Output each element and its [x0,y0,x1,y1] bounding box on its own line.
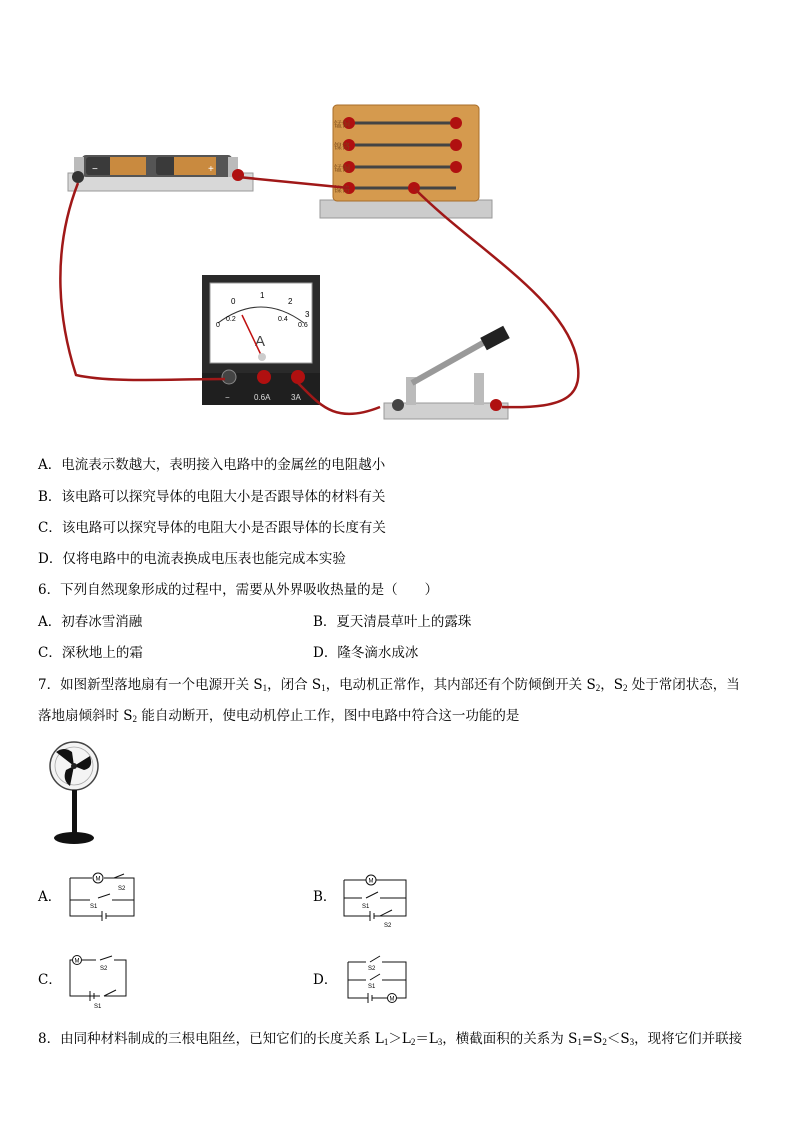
floor-fan-figure [46,738,106,850]
battery-positive-terminal [232,169,244,181]
q6-option-d: D．隆冬滴水成冰 [313,645,419,661]
battery-plus-sign: + [208,164,214,175]
ammeter-3A-terminal [291,370,305,384]
circuit-c-s2: S2 [100,966,108,972]
battery-holder [68,155,253,191]
resistance-wire-board [320,105,492,218]
ammeter-terminal-label-3: 3A [291,393,301,402]
q8-stem: 8．由同种材料制成的三根电阻丝，已知它们的长度关系 $L_1>L_2=L_3$，横截面积的关系为 $S_1=S_2<S_3$，现将它们并联接 [38,1031,743,1047]
circuit-d [340,950,412,1006]
circuit-c-s1: S1 [94,1004,102,1010]
q7-stem-line2: 落地扇倾斜时 $S_2$ 能自动断开，使电动机停止工作，图中电路中符合这一功能的是 [38,708,520,724]
q5-option-c: C．该电路可以探究导体的电阻大小是否跟导体的长度有关 [38,520,386,536]
circuit-b [340,872,410,928]
q5-option-a: A．电流表示数越大，表明接入电路中的金属丝的电阻越小 [38,457,386,473]
circuit-b-motor: M [368,878,374,885]
q6-option-b: B．夏天清晨草叶上的露珠 [313,614,472,630]
ammeter-scale-small-3: 0.6 [298,322,308,329]
q7-option-d-label: D． [313,972,338,988]
circuit-d-s1: S1 [368,984,376,990]
circuit-c-motor: M [74,958,80,965]
ammeter-scale-small-1: 0.2 [226,316,236,323]
switch-right-terminal [490,399,502,411]
circuit-c [66,954,132,1010]
battery-negative-terminal [72,171,84,183]
circuit-b-s1: S1 [362,904,370,910]
circuit-d-s2: S2 [368,966,376,972]
wire-label-1: 锰铜 [334,120,350,129]
circuit-d-motor: M [389,996,395,1003]
circuit-a [66,868,138,924]
switch-left-terminal [392,399,404,411]
q7-stem-line1: 7．如图新型落地扇有一个电源开关 $S_1$，闭合 $S_1$，电动机正常作，其内部还有个防倾倒开关 $S_2$，$S_2$ 处于常闭状态，当 [38,677,740,693]
ammeter-scale-small-2: 0.4 [278,316,288,323]
ammeter-terminal-label-neg: − [225,393,230,402]
q7-option-a-label: A． [38,889,62,905]
experiment-circuit-figure [50,95,590,440]
ammeter-0.6A-terminal [257,370,271,384]
q7-option-c-label: C． [38,972,62,988]
ammeter-scale-small-0: 0 [216,322,220,329]
q5-option-d: D．仅将电路中的电流表换成电压表也能完成本实验 [38,551,346,567]
wire-label-4: 镍铬 [334,185,350,194]
q5-option-b: B．该电路可以探究导体的电阻大小是否跟导体的材料有关 [38,489,386,505]
ammeter [202,275,320,405]
ammeter-terminal-label-06: 0.6A [254,393,271,402]
ammeter-negative-terminal [222,370,236,384]
circuit-a-s2: S2 [118,886,126,892]
circuit-a-motor: M [95,876,101,883]
circuit-b-s2: S2 [384,923,392,928]
ammeter-letter: A [255,333,266,350]
ammeter-scale-1: 1 [260,291,265,300]
q6-stem: 6．下列自然现象形成的过程中，需要从外界吸收热量的是（ ） [38,582,439,598]
ammeter-scale-0: 0 [231,297,236,306]
circuit-a-s1: S1 [90,904,98,910]
knife-switch [384,326,510,419]
battery-minus-sign: − [92,164,98,175]
q6-option-c: C．深秋地上的霜 [38,645,143,661]
q7-option-b-label: B． [313,889,337,905]
wire-label-2: 镍铬 [334,142,350,151]
ammeter-scale-3: 3 [305,310,310,319]
wire-label-3: 锰铜 [334,164,350,173]
q6-option-a: A．初春冰雪消融 [38,614,143,630]
ammeter-scale-2: 2 [288,297,293,306]
